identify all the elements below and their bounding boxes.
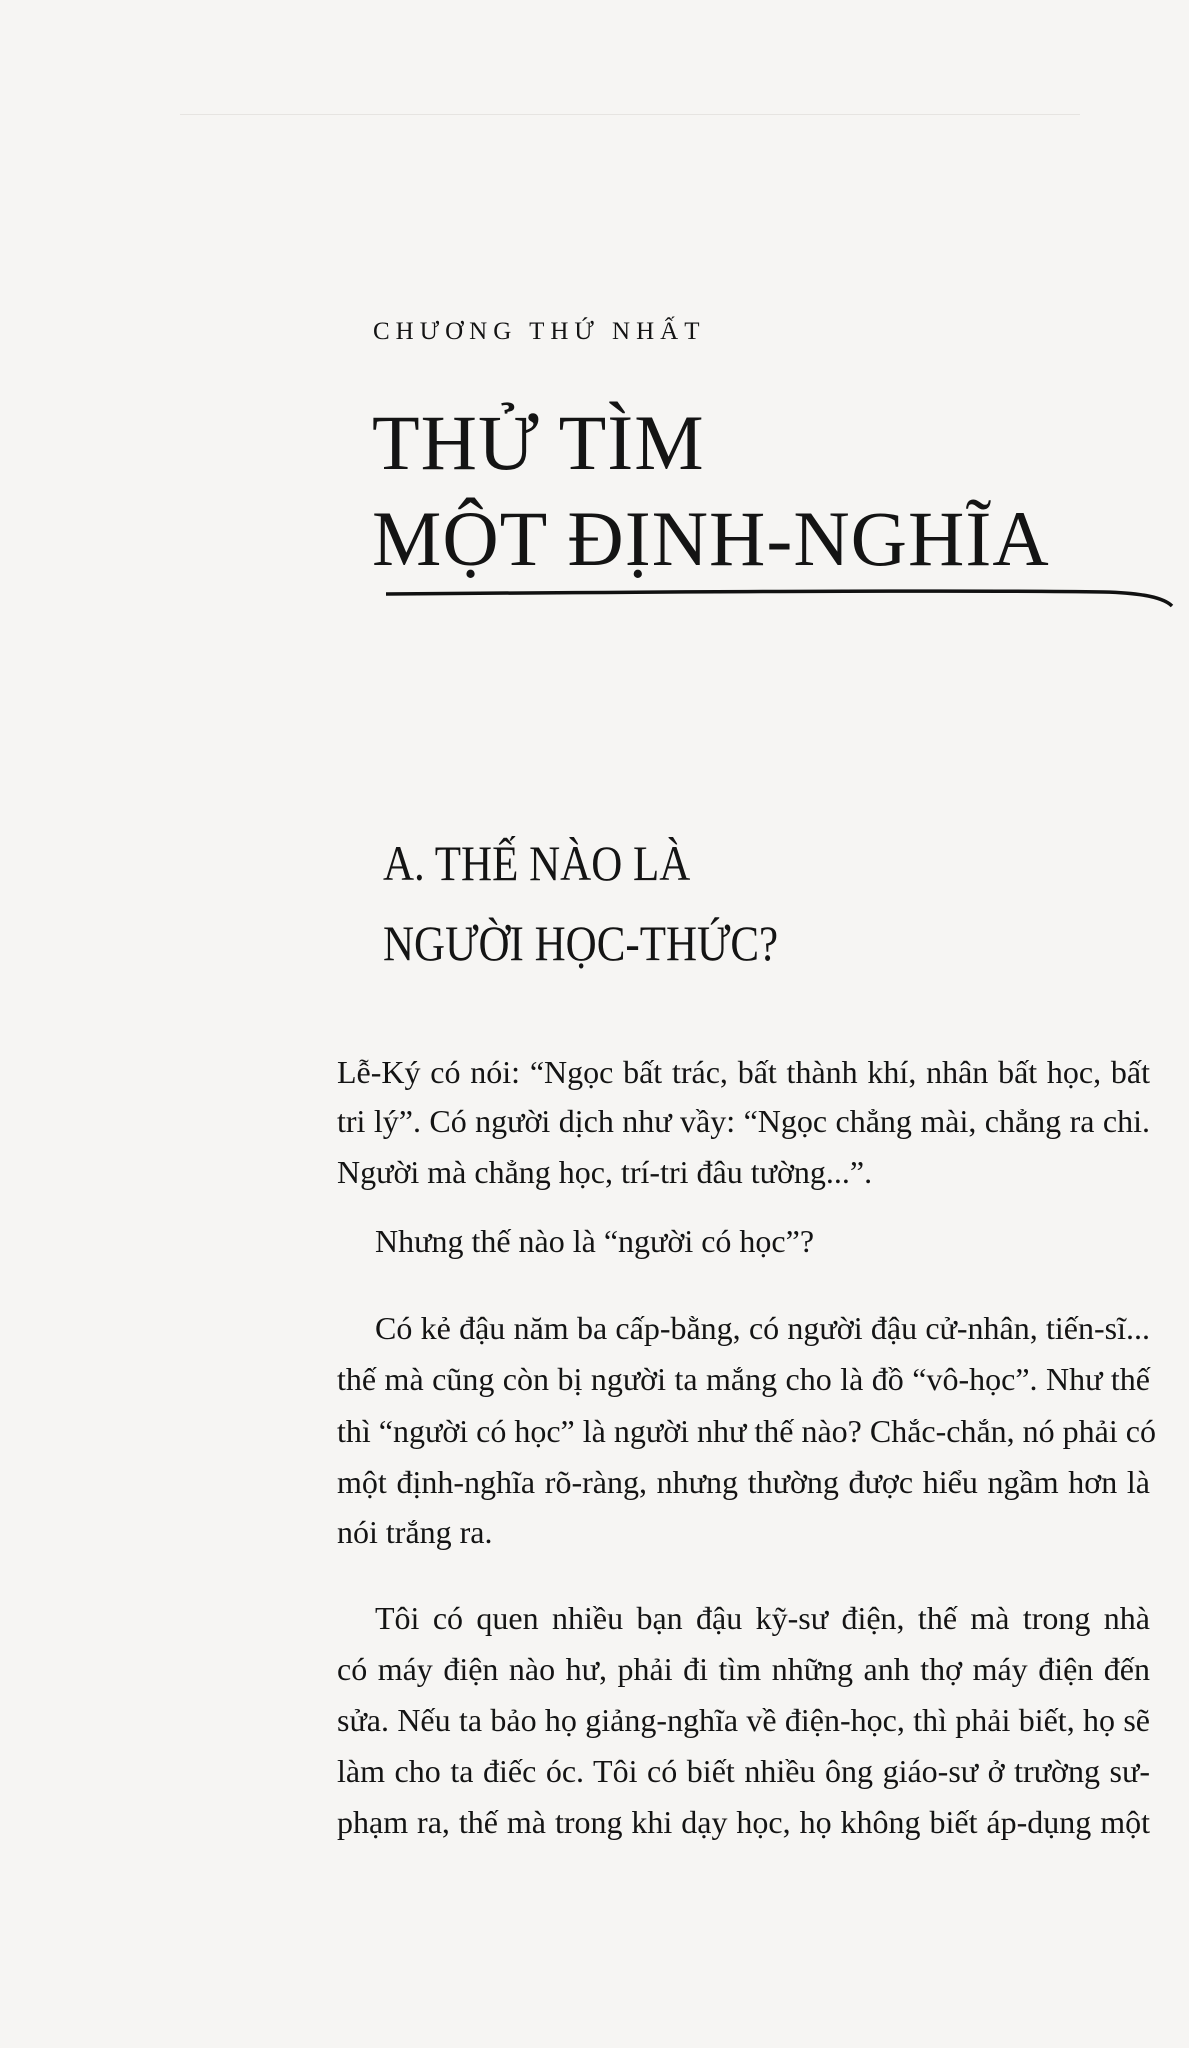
text-line: thì “người có học” là người như thế nào? Chắc-chắn, nó phải có xyxy=(337,1413,1156,1449)
text-line: tri lý”. Có người dịch như vầy: “Ngọc chẳng mài, chẳng ra chi. xyxy=(337,1103,1150,1139)
text-line: làm cho ta điếc óc. Tôi có biết nhiều ông giáo-sư ở trường sư- xyxy=(337,1753,1150,1789)
title-underline-swash xyxy=(384,560,1174,610)
text-line: Người mà chẳng học, trí-tri đâu tường...”. xyxy=(337,1154,873,1190)
text-line: thế mà cũng còn bị người ta mắng cho là đồ “vô-học”. Như thế xyxy=(337,1361,1150,1397)
section-heading-line-1: A. THẾ NÀO LÀ xyxy=(383,835,691,891)
text-line: Nhưng thế nào là “người có học”? xyxy=(375,1223,815,1259)
text-line: Có kẻ đậu năm ba cấp-bằng, có người đậu cử-nhân, tiến-sĩ... xyxy=(375,1310,1150,1346)
chapter-label: CHƯƠNG THỨ NHẤT xyxy=(373,318,706,345)
text-line: nói trắng ra. xyxy=(337,1514,493,1550)
text-line: một định-nghĩa rõ-ràng, nhưng thường được hiểu ngầm hơn là xyxy=(337,1464,1150,1500)
page-top-edge xyxy=(180,114,1080,115)
chapter-title-line-2: MỘT ĐỊNH-NGHĨA xyxy=(372,495,1050,582)
text-line: có máy điện nào hư, phải đi tìm những anh thợ máy điện đến xyxy=(337,1651,1150,1687)
text-line: Tôi có quen nhiều bạn đậu kỹ-sư điện, thế mà trong nhà xyxy=(375,1600,1150,1636)
chapter-title-line-1: THỬ TÌM xyxy=(372,399,705,486)
text-line: sửa. Nếu ta bảo họ giảng-nghĩa về điện-học, thì phải biết, họ sẽ xyxy=(337,1702,1150,1738)
text-line: phạm ra, thế mà trong khi dạy học, họ không biết áp-dụng một xyxy=(337,1804,1150,1840)
section-heading-line-2: NGƯỜI HỌC-THỨC? xyxy=(383,915,779,971)
text-line: Lễ-Ký có nói: “Ngọc bất trác, bất thành khí, nhân bất học, bất xyxy=(337,1054,1150,1090)
